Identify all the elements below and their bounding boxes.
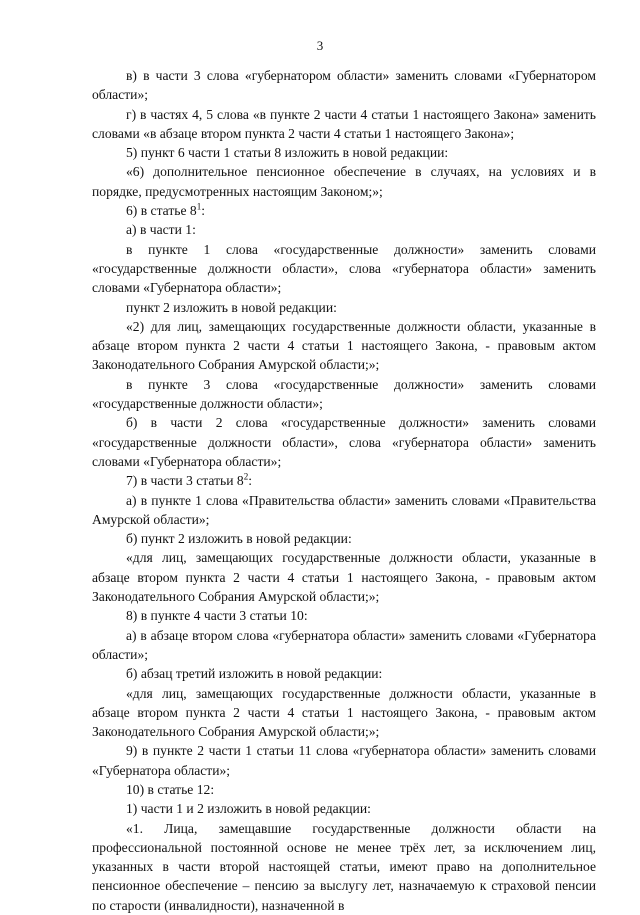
paragraph: «1. Лица, замещавшие государственные должности области на профессиональной постоянной основе не менее трёх лет, за исключением лиц, указанных в части второй настоящей статьи, имеют право на дополнительное пенсионное обеспечение – пенсию за выслугу лет, назначаемую к страховой пенсии по старости (инвалидности), назначенной в [92,820,596,913]
paragraph: пункт 2 изложить в новой редакции: [126,299,337,315]
paragraph-tail: : [201,203,206,219]
paragraph: г) в частях 4, 5 слова «в пункте 2 части 4 статьи 1 настоящего Закона» заменить словами «в абзаце втором пункта 2 части 4 статьи 1 настоящего Закона»; [92,106,596,141]
paragraph: 1) части 1 и 2 изложить в новой редакции: [126,801,371,817]
paragraph [92,201,596,220]
paragraph: в пункте 3 слова «государственные должности» заменить словами «государственные должности области»; [92,376,596,412]
paragraph: 8) в пункте 4 части 3 статьи 10: [126,608,308,624]
paragraph: а) в пункте 1 слова «Правительства области» заменить словами «Правительства Амурской области»; [92,492,596,527]
paragraph-tail: : [248,473,252,489]
paragraph: б) пункт 2 изложить в новой редакции: [126,531,352,547]
document-body [92,66,596,915]
paragraph: «6) дополнительное пенсионное обеспечение в случаях, на условиях и в порядке, предусмотренных настоящим Законом;»; [92,164,596,199]
paragraph: 9) в пункте 2 части 1 статьи 11 слова «губернатора области» заменить словами «Губернатора области»; [92,743,596,778]
paragraph: «для лиц, замещающих государственные должности области, указанные в абзаце втором пункта 2 части 4 статьи 1 настоящего Закона, - правовым актом Законодательного Собрания Амурской области;»; [92,550,596,605]
paragraph: 10) в статье 12: [126,781,215,797]
paragraph-text: 7) в части 3 статьи 8 [126,473,244,489]
paragraph: «2) для лиц, замещающих государственные должности области, указанные в абзаце втором пункта 2 части 4 статьи 1 настоящего Закона, - правовым актом Законодательного Собрания Амурской области;»; [92,318,596,373]
paragraph: б) в части 2 слова «государственные должности» заменить словами «государственные должности области», слова «губернатора области» заменить словами «Губернатора области»; [92,415,596,469]
paragraph-text: 6) в статье 8 [126,203,197,219]
paragraph: «для лиц, замещающих государственные должности области, указанные в абзаце втором пункта 2 части 4 статьи 1 настоящего Закона, - правовым актом Законодательного Собрания Амурской области;»; [92,685,596,740]
superscript: 2 [243,471,249,482]
paragraph: 5) пункт 6 части 1 статьи 8 изложить в новой редакции: [126,145,449,161]
paragraph: в пункте 1 слова «государственные должности» заменить словами «государственные должности области», слова «губернатора области» заменить словами «Губернатора области»; [92,241,596,296]
superscript: 1 [196,201,202,212]
paragraph: а) в части 1: [126,222,196,238]
page-number: 3 [316,38,324,53]
paragraph: в) в части 3 слова «губернатором области» заменить словами «Губернатором области»; [92,68,596,103]
paragraph: а) в абзаце втором слова «губернатора области» заменить словами «Губернатора области»; [92,627,596,662]
paragraph: б) абзац третий изложить в новой редакции: [126,666,383,682]
paragraph [92,471,596,490]
